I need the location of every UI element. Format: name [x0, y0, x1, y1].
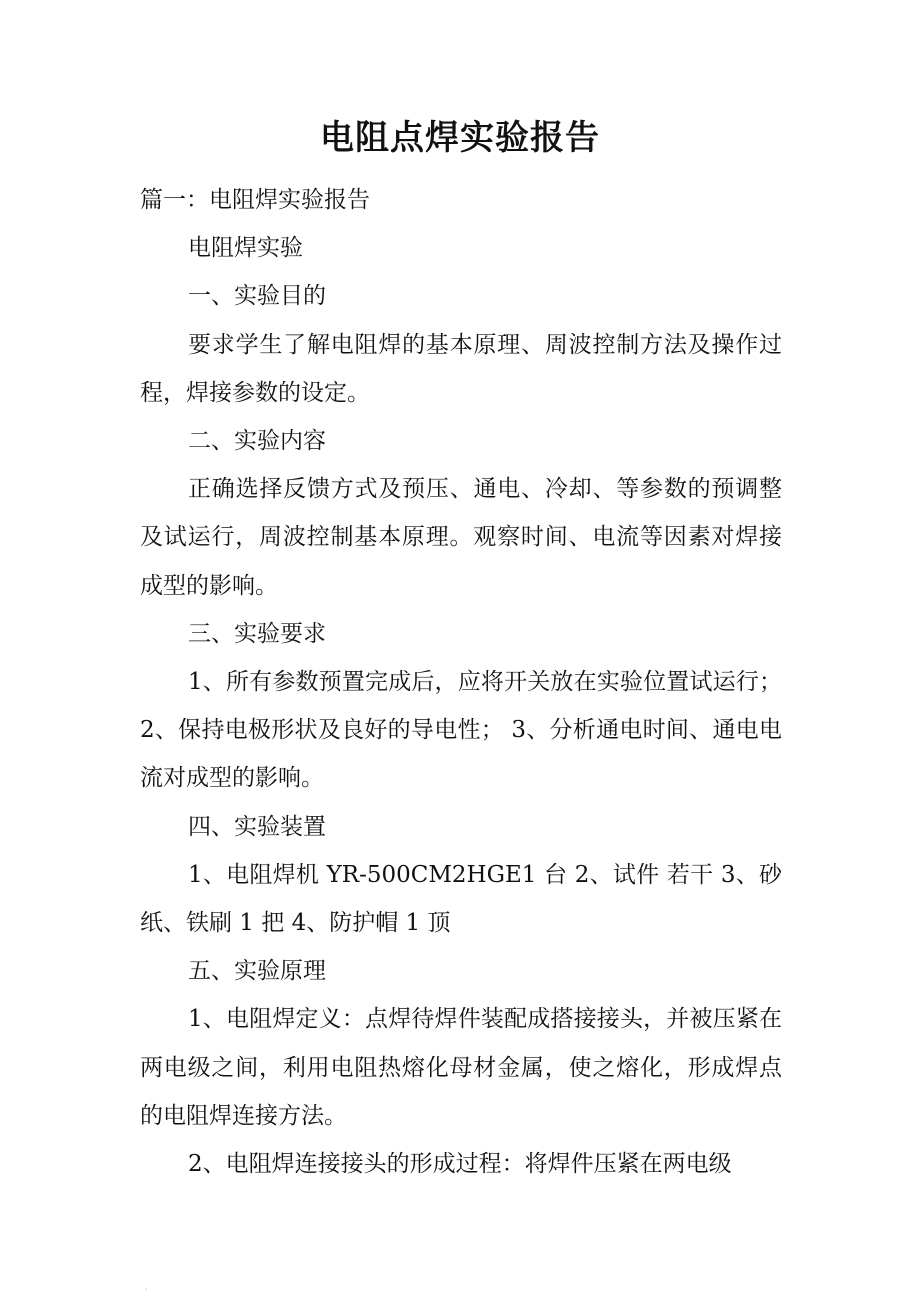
page-artifact-dot	[145, 1288, 147, 1290]
heading-equipment: 四、实验装置	[188, 813, 326, 840]
heading-principle: 五、实验原理	[188, 958, 326, 985]
section-heading: 篇一：电阻焊实验报告	[140, 187, 370, 213]
heading-content: 二、实验内容	[188, 428, 326, 455]
heading-purpose: 一、实验目的	[188, 283, 326, 310]
paragraph-principle-2: 2、电阻焊连接接头的形成过程：将焊件压紧在两电级	[188, 1151, 732, 1178]
document-title: 电阻点焊实验报告	[320, 118, 600, 158]
paragraph-requirements: 1、所有参数预置完成后，应将开关放在实验位置试运行； 2、保持电极形状及良好的导电性； 3、分析通电时间、通电电流对成型的影响。	[140, 669, 782, 792]
paragraph-principle-1: 1、电阻焊定义：点焊待焊件装配成搭接接头，并被压紧在两电级之间，利用电阻热熔化母材金属，使之熔化，形成焊点的电阻焊连接方法。	[140, 1006, 782, 1129]
document-body	[140, 176, 782, 1188]
paragraph-content: 正确选择反馈方式及预压、通电、冷却、等参数的预调整及试运行，周波控制基本原理。观察时间、电流等因素对焊接成型的影响。	[140, 476, 782, 599]
subtitle: 电阻焊实验	[188, 235, 303, 262]
heading-requirements: 三、实验要求	[188, 620, 326, 647]
paragraph-equipment: 1、电阻焊机 YR-500CM2HGE1 台 2、试件 若干 3、砂纸、铁刷 1 把 4、防护帽 1 顶	[140, 861, 782, 937]
paragraph-purpose: 要求学生了解电阻焊的基本原理、周波控制方法及操作过程，焊接参数的设定。	[140, 331, 782, 406]
